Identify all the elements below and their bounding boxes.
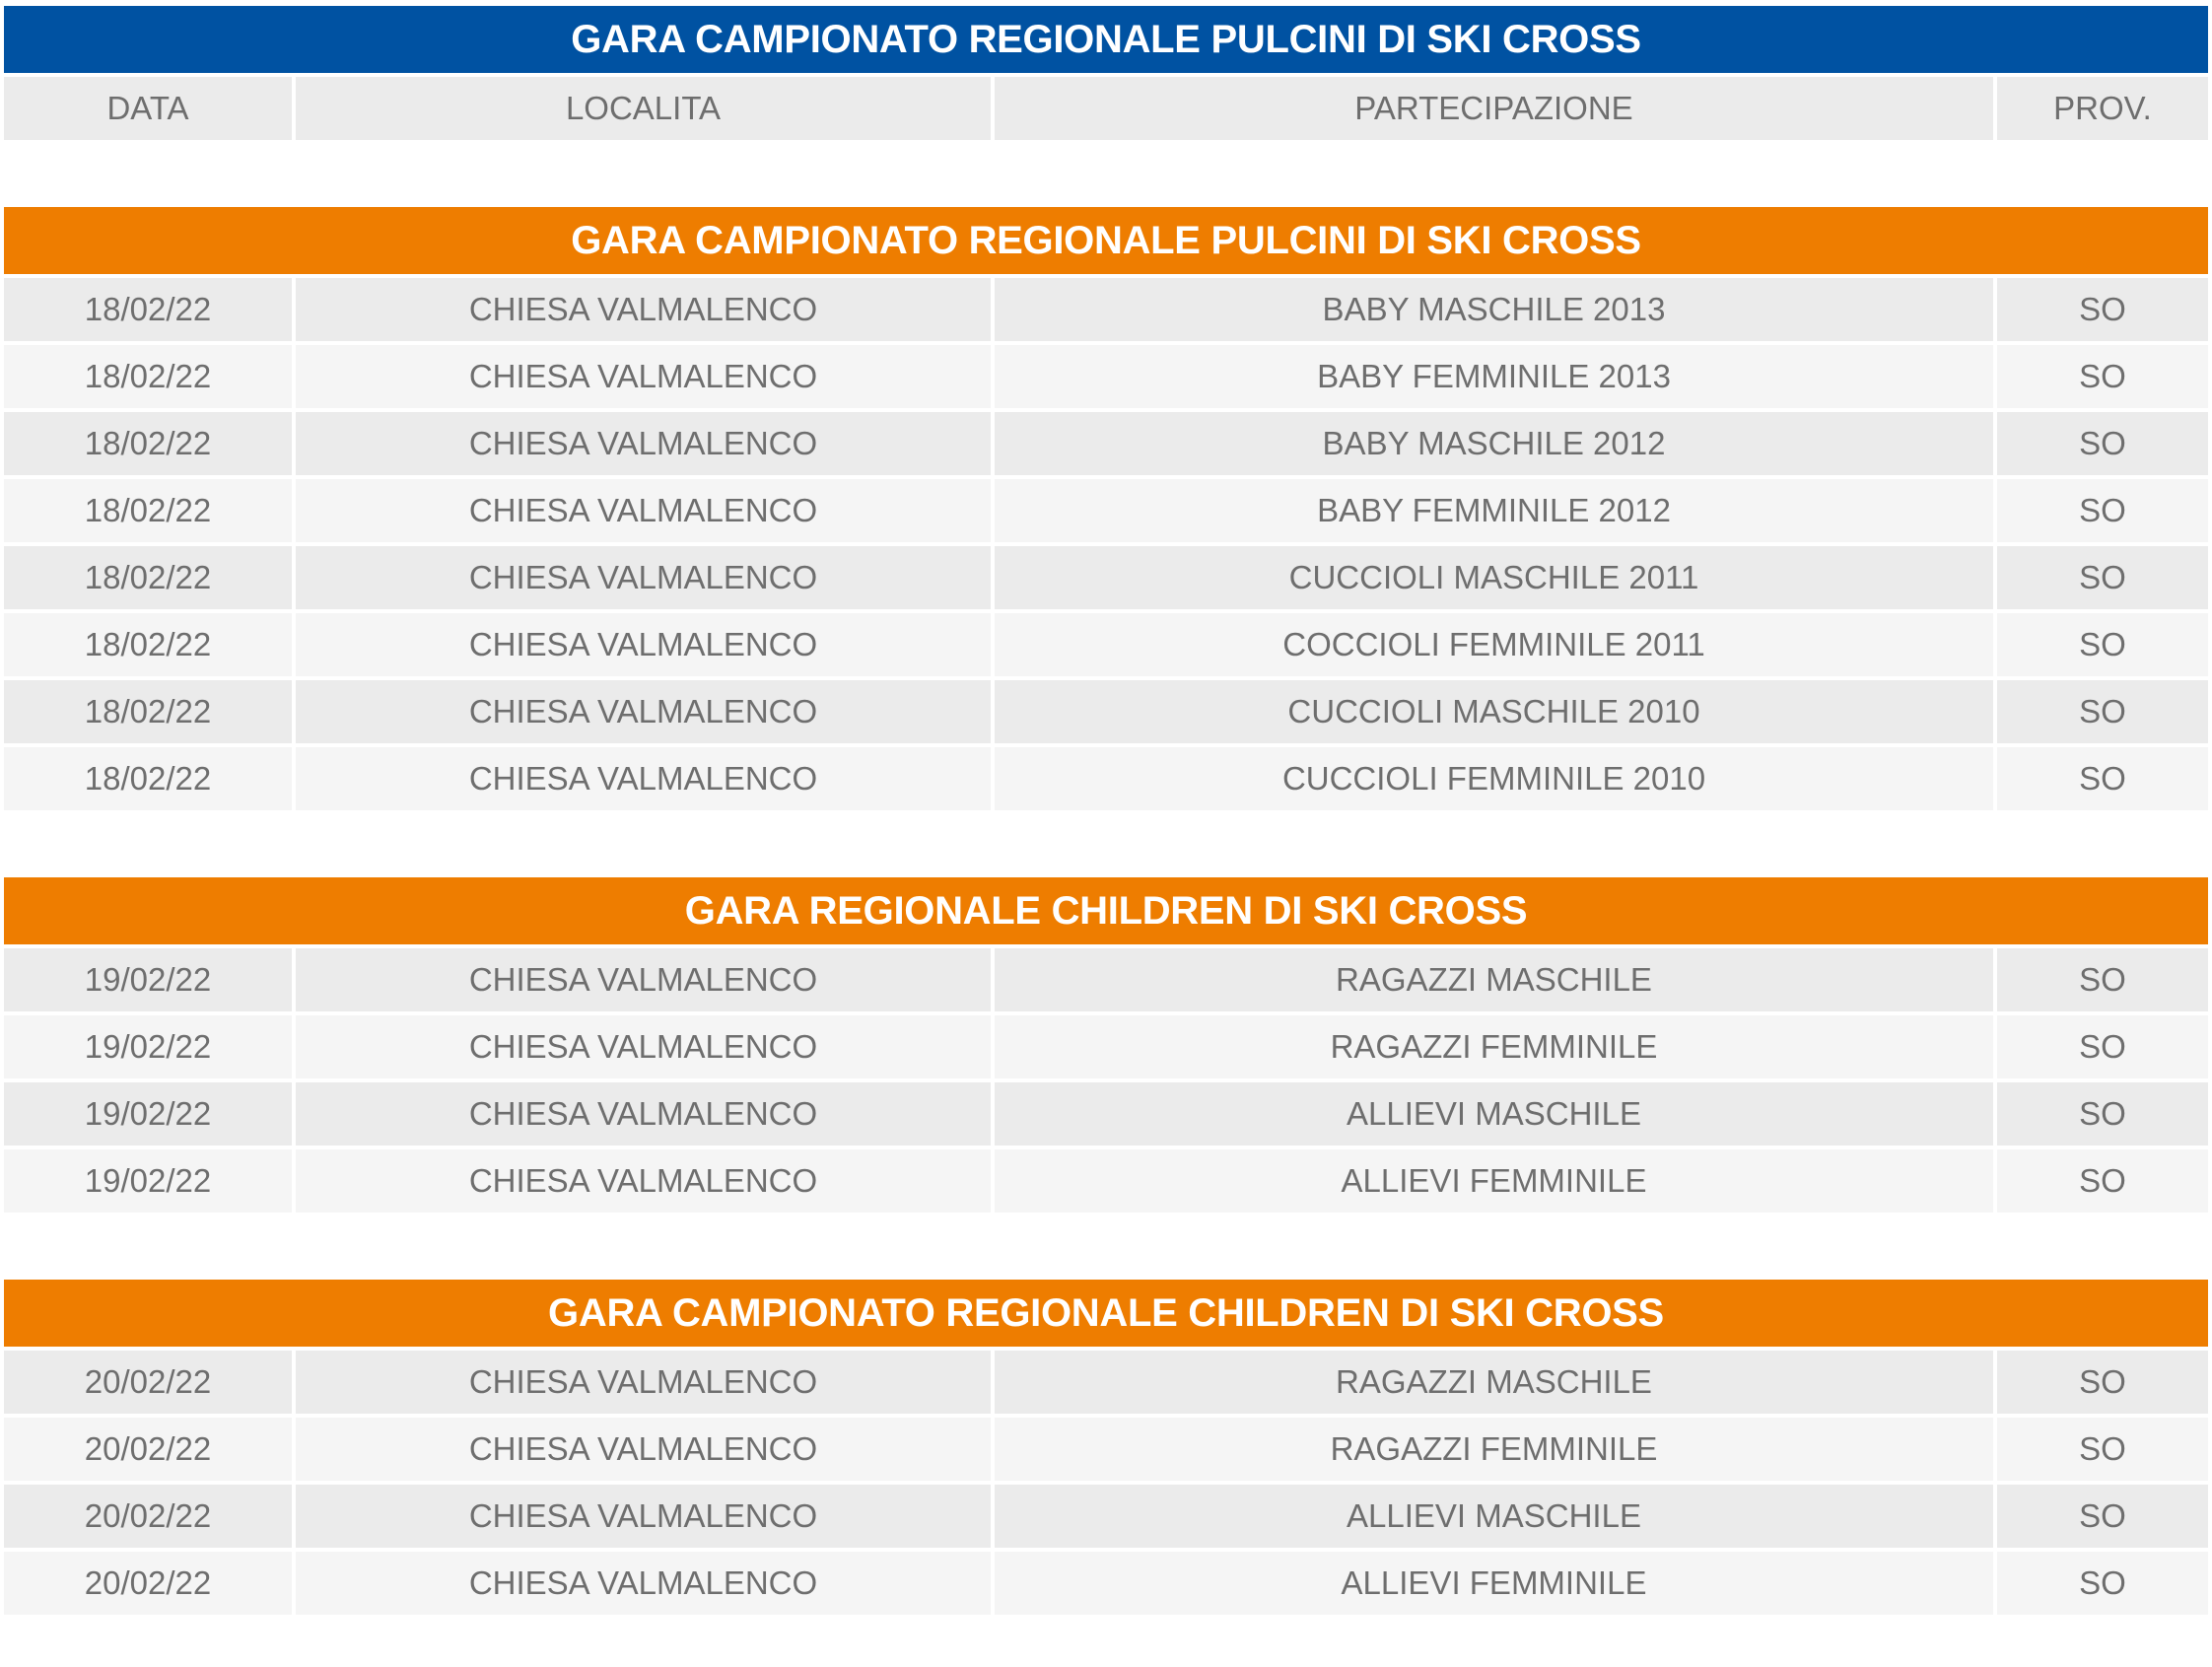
participation-cell: ALLIEVI FEMMINILE	[995, 1149, 1993, 1213]
header-section	[4, 6, 2208, 140]
schedule-document	[4, 6, 2208, 1615]
participation-cell: BABY MASCHILE 2012	[995, 412, 1993, 475]
section-pulcini	[4, 207, 2208, 810]
table-row	[4, 1082, 2208, 1146]
province-cell: SO	[1997, 412, 2208, 475]
location-cell: CHIESA VALMALENCO	[296, 412, 991, 475]
header-title: GARA CAMPIONATO REGIONALE PULCINI DI SKI CROSS	[4, 6, 2208, 73]
table-row	[4, 1418, 2208, 1481]
province-cell: SO	[1997, 613, 2208, 676]
province-cell: SO	[1997, 1485, 2208, 1548]
table-row	[4, 412, 2208, 475]
date-cell: 18/02/22	[4, 680, 292, 743]
section-rows	[4, 278, 2208, 810]
date-cell: 20/02/22	[4, 1485, 292, 1548]
table-row	[4, 613, 2208, 676]
column-header-prov: PROV.	[1997, 77, 2208, 140]
participation-cell: COCCIOLI FEMMINILE 2011	[995, 613, 1993, 676]
location-cell: CHIESA VALMALENCO	[296, 1351, 991, 1414]
location-cell: CHIESA VALMALENCO	[296, 613, 991, 676]
section-children-campionato	[4, 1280, 2208, 1615]
date-cell: 19/02/22	[4, 948, 292, 1011]
table-row	[4, 1552, 2208, 1615]
province-cell: SO	[1997, 1418, 2208, 1481]
province-cell: SO	[1997, 680, 2208, 743]
participation-cell: CUCCIOLI MASCHILE 2010	[995, 680, 1993, 743]
participation-cell: ALLIEVI FEMMINILE	[995, 1552, 1993, 1615]
section-rows	[4, 1351, 2208, 1615]
column-header-row	[4, 77, 2208, 140]
date-cell: 20/02/22	[4, 1418, 292, 1481]
location-cell: CHIESA VALMALENCO	[296, 680, 991, 743]
province-cell: SO	[1997, 546, 2208, 609]
section-rows	[4, 948, 2208, 1213]
date-cell: 19/02/22	[4, 1015, 292, 1078]
table-row	[4, 1149, 2208, 1213]
table-row	[4, 278, 2208, 341]
table-row	[4, 345, 2208, 408]
location-cell: CHIESA VALMALENCO	[296, 479, 991, 542]
province-cell: SO	[1997, 345, 2208, 408]
participation-cell: RAGAZZI MASCHILE	[995, 1351, 1993, 1414]
date-cell: 20/02/22	[4, 1552, 292, 1615]
date-cell: 19/02/22	[4, 1082, 292, 1146]
column-header-localita: LOCALITA	[296, 77, 991, 140]
date-cell: 18/02/22	[4, 747, 292, 810]
location-cell: CHIESA VALMALENCO	[296, 948, 991, 1011]
province-cell: SO	[1997, 1351, 2208, 1414]
date-cell: 18/02/22	[4, 479, 292, 542]
participation-cell: BABY FEMMINILE 2013	[995, 345, 1993, 408]
province-cell: SO	[1997, 1082, 2208, 1146]
date-cell: 20/02/22	[4, 1351, 292, 1414]
section-title: GARA CAMPIONATO REGIONALE CHILDREN DI SKI CROSS	[4, 1280, 2208, 1347]
participation-cell: BABY FEMMINILE 2012	[995, 479, 1993, 542]
location-cell: CHIESA VALMALENCO	[296, 278, 991, 341]
participation-cell: RAGAZZI FEMMINILE	[995, 1015, 1993, 1078]
table-row	[4, 1351, 2208, 1414]
location-cell: CHIESA VALMALENCO	[296, 1552, 991, 1615]
province-cell: SO	[1997, 479, 2208, 542]
location-cell: CHIESA VALMALENCO	[296, 1149, 991, 1213]
province-cell: SO	[1997, 278, 2208, 341]
participation-cell: ALLIEVI MASCHILE	[995, 1082, 1993, 1146]
table-row	[4, 1485, 2208, 1548]
section-title: GARA CAMPIONATO REGIONALE PULCINI DI SKI CROSS	[4, 207, 2208, 274]
date-cell: 18/02/22	[4, 278, 292, 341]
date-cell: 18/02/22	[4, 546, 292, 609]
table-row	[4, 747, 2208, 810]
section-title: GARA REGIONALE CHILDREN DI SKI CROSS	[4, 877, 2208, 944]
province-cell: SO	[1997, 1149, 2208, 1213]
province-cell: SO	[1997, 1015, 2208, 1078]
location-cell: CHIESA VALMALENCO	[296, 345, 991, 408]
table-row	[4, 1015, 2208, 1078]
date-cell: 19/02/22	[4, 1149, 292, 1213]
section-children-regionale	[4, 877, 2208, 1213]
location-cell: CHIESA VALMALENCO	[296, 1485, 991, 1548]
table-row	[4, 948, 2208, 1011]
column-header-data: DATA	[4, 77, 292, 140]
table-row	[4, 479, 2208, 542]
location-cell: CHIESA VALMALENCO	[296, 1418, 991, 1481]
table-row	[4, 546, 2208, 609]
column-header-partecipazione: PARTECIPAZIONE	[995, 77, 1993, 140]
participation-cell: RAGAZZI MASCHILE	[995, 948, 1993, 1011]
date-cell: 18/02/22	[4, 345, 292, 408]
location-cell: CHIESA VALMALENCO	[296, 1082, 991, 1146]
participation-cell: CUCCIOLI MASCHILE 2011	[995, 546, 1993, 609]
location-cell: CHIESA VALMALENCO	[296, 747, 991, 810]
date-cell: 18/02/22	[4, 613, 292, 676]
location-cell: CHIESA VALMALENCO	[296, 1015, 991, 1078]
participation-cell: BABY MASCHILE 2013	[995, 278, 1993, 341]
location-cell: CHIESA VALMALENCO	[296, 546, 991, 609]
province-cell: SO	[1997, 1552, 2208, 1615]
participation-cell: RAGAZZI FEMMINILE	[995, 1418, 1993, 1481]
participation-cell: CUCCIOLI FEMMINILE 2010	[995, 747, 1993, 810]
participation-cell: ALLIEVI MASCHILE	[995, 1485, 1993, 1548]
table-row	[4, 680, 2208, 743]
province-cell: SO	[1997, 948, 2208, 1011]
province-cell: SO	[1997, 747, 2208, 810]
date-cell: 18/02/22	[4, 412, 292, 475]
